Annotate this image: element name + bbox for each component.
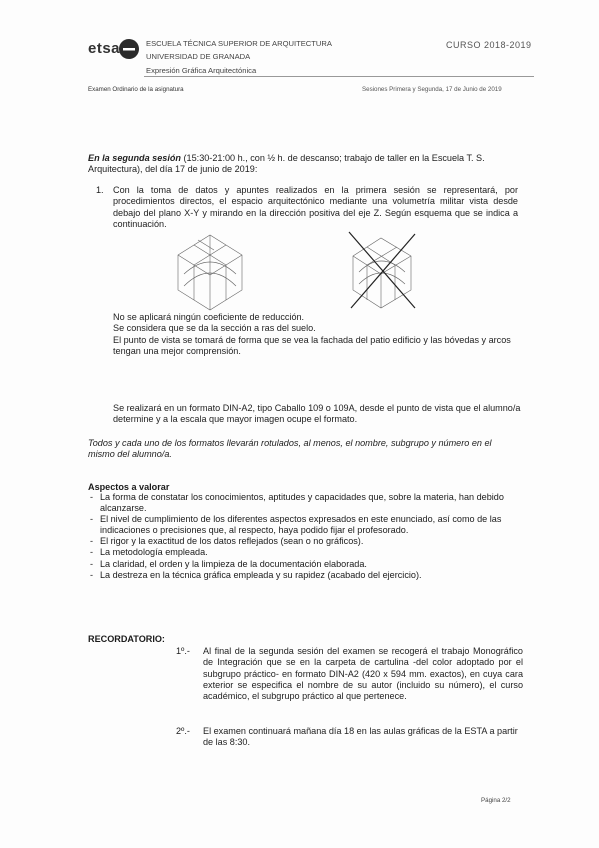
aspects-list [90, 492, 522, 581]
list-item: - La forma de constatar los conocimientos, aptitudes y capacidades que, sobre la materia, han debido alcanzarse. [90, 492, 522, 514]
page-number: Página 2/2 [481, 797, 511, 804]
etsa-logo [88, 38, 140, 60]
list-item: - El nivel de cumplimiento de los diferentes aspectos expresados en este enunciado, así como de las indicaciones o precisiones que, al respecto, haya podido fijar el profesorado. [90, 514, 522, 536]
note-line: El punto de vista se tomará de forma que se vea la fachada del patio edificio y las bóvedas y arcos tengan una mejor comprensión. [113, 334, 511, 356]
session-date: Sesiones Primera y Segunda, 17 de Junio de 2019 [362, 86, 502, 93]
reminder-text: Al final de la segunda sesión del examen se recogerá el trabajo Monográfico de Integración que se en la carpeta de cartulina -del color adoptado por el subgrupo práctico- en formato DIN-A2 (420 x 594 mm. exactos), en cuya cara exterior se especifica el nombre de su autor (incluido su número), el curso académico, el subgrupo práctico al que pertenece. [203, 646, 523, 702]
reminder-heading: RECORDATORIO: [88, 634, 165, 644]
department-name: Expresión Gráfica Arquitectónica [146, 66, 257, 75]
list-item: - La destreza en la técnica gráfica empleada y su rapidez (acabado del ejercicio). [90, 570, 522, 581]
intro-paragraph [88, 153, 518, 176]
school-name: ESCUELA TÉCNICA SUPERIOR DE ARQUITECTURA [146, 39, 332, 48]
labels-paragraph: Todos y cada uno de los formatos llevarán rotulados, al menos, el nombre, subgrupo y número en el mismo del alumno/a. [88, 438, 492, 460]
list-item: - La claridad, el orden y la limpieza de la documentación elaborada. [90, 559, 522, 570]
list-item: - El rigor y la exactitud de los datos reflejados (sean o no gráficos). [90, 536, 522, 547]
intro-text: (15:30-21:00 h., con ½ h. de descanso; trabajo de taller en la Escuela T. S. Arquitectura), del día 17 de junio de 2019: [88, 153, 485, 175]
item-number: 1. [96, 185, 104, 195]
format-paragraph: Se realizará en un formato DIN-A2, tipo Caballo 109 o 109A, desde el punto de vista que el alumno/a determine y a la escala que mayor imagen ocupe el formato. [113, 403, 521, 425]
university-name: UNIVERSIDAD DE GRANADA [146, 52, 251, 61]
axonometric-sketch [170, 230, 250, 312]
aspects-heading: Aspectos a valorar [88, 482, 170, 492]
reminder-number: 2º.- [176, 726, 190, 736]
crossed-out-sketch [343, 228, 421, 312]
note-line: No se aplicará ningún coeficiente de reducción. [113, 312, 305, 322]
reminder-text: El examen continuará mañana día 18 en las aulas gráficas de la ESTA a partir de las 8:30. [203, 726, 518, 748]
notes-block [113, 312, 523, 357]
reminder-number: 1º.- [176, 646, 190, 656]
exam-type: Examen Ordinario de la asignatura [88, 86, 184, 93]
course-year: CURSO 2018-2019 [446, 40, 532, 50]
intro-lead: En la segunda sesión [88, 153, 181, 163]
list-item: - La metodología empleada. [90, 547, 522, 558]
logo-text: etsa [88, 40, 121, 57]
header-divider [144, 76, 534, 77]
item-text: Con la toma de datos y apuntes realizados en la primera sesión se representará, por procedimientos directos, el espacio arquitectónico mediante una volumetría militar vista desde debajo del plano X-Y y mirando en la dirección positiva del eje Z. Según esquema que se indica a continuación. [113, 185, 518, 229]
note-line: Se considera que se da la sección a ras del suelo. [113, 323, 316, 334]
